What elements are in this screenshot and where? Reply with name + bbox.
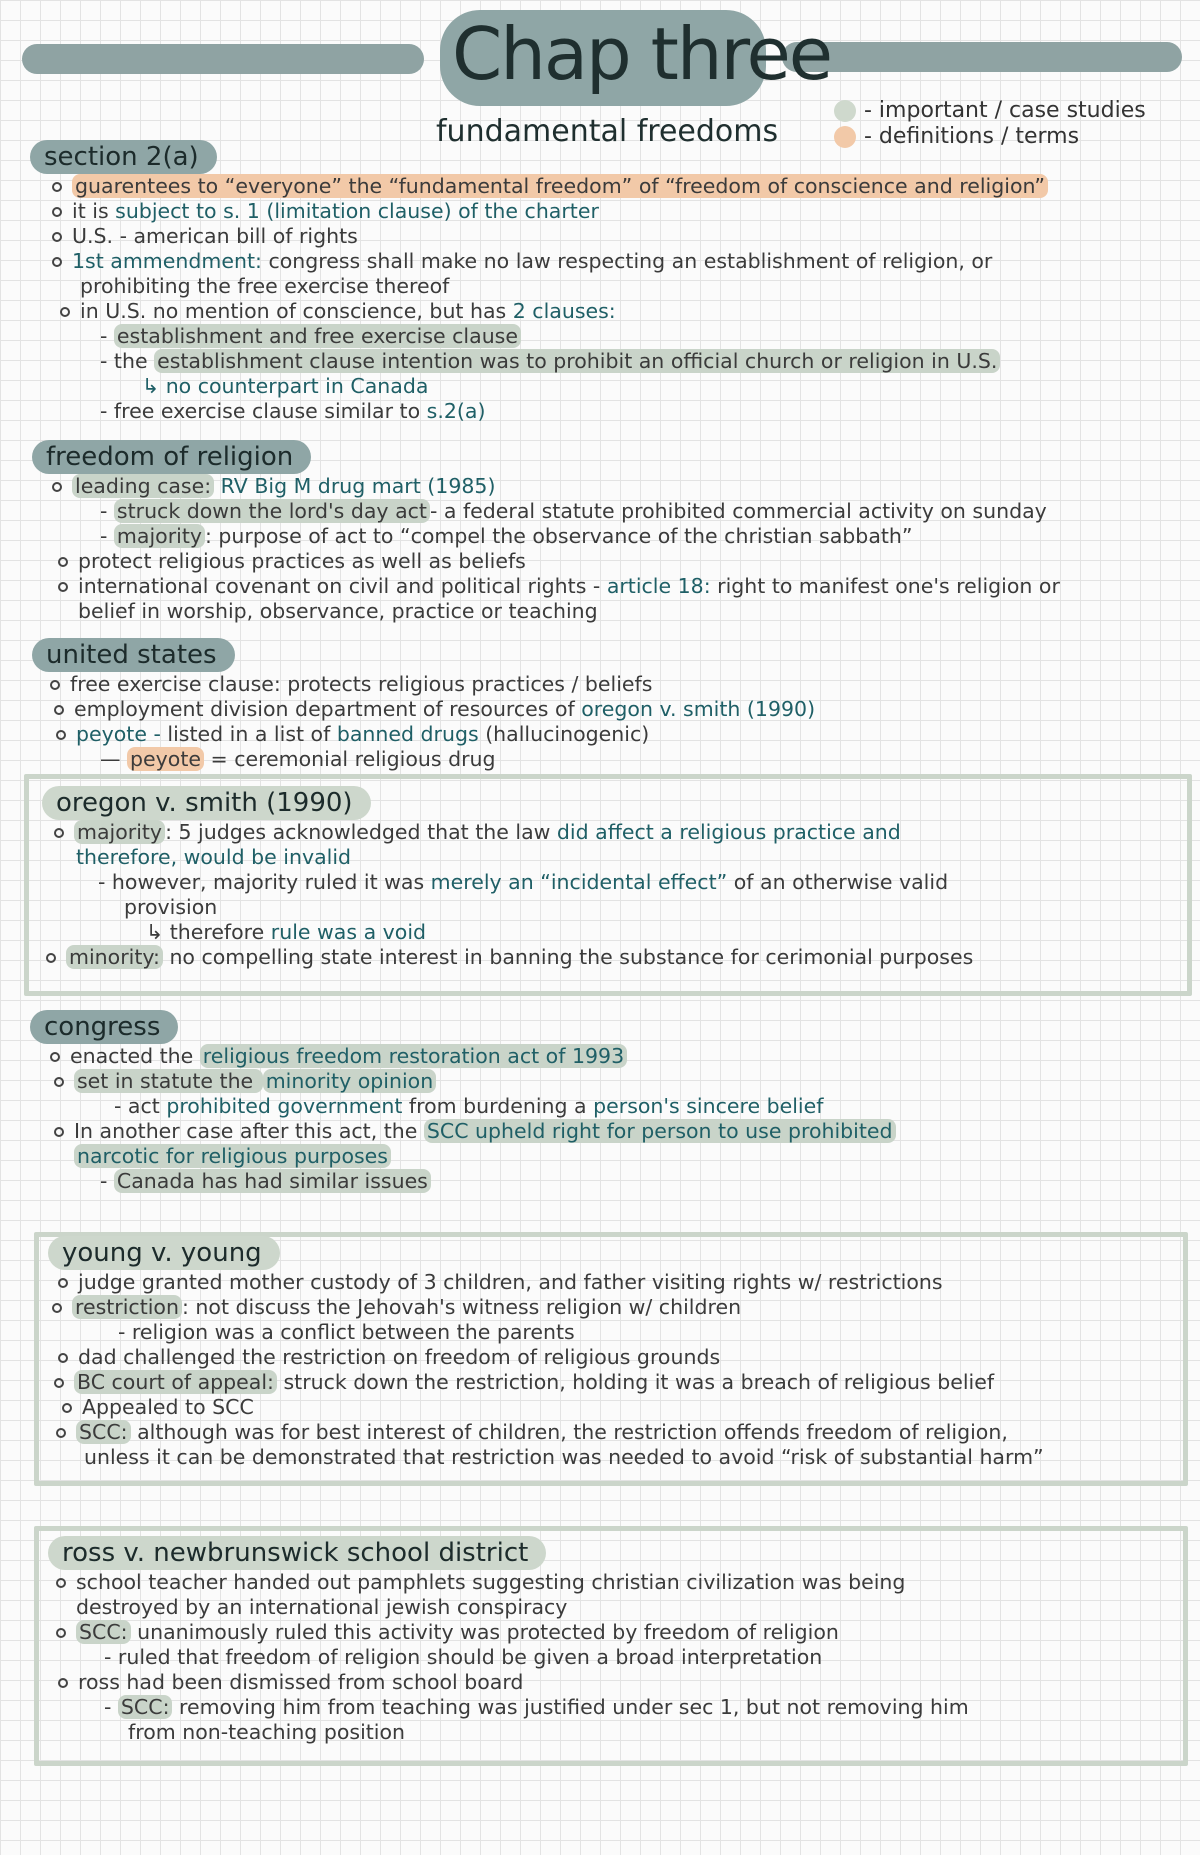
note-line: therefore, would be invalid [76, 845, 352, 869]
note-line: - SCC: removing him from teaching was justified under sec 1, but not removing him [104, 1695, 969, 1719]
page-title: Chap three [452, 12, 832, 96]
note-line: free exercise clause: protects religious practices / beliefs [70, 672, 653, 696]
note-line: ↳ therefore rule was a void [146, 920, 427, 944]
title-bar-left [22, 44, 424, 74]
note-line: judge granted mother custody of 3 children, and father visiting rights w/ restrictions [78, 1270, 943, 1294]
note-line: - the establishment clause intention was to prohibit an official church or religion in U.S. [100, 349, 1000, 373]
section-heading: freedom of religion [32, 440, 311, 474]
note-line: - ruled that freedom of religion should be given a broad interpretation [104, 1645, 823, 1669]
note-line: SCC: unanimously ruled this activity was protected by freedom of religion [76, 1620, 839, 1644]
note-line: international covenant on civil and political rights - article 18: right to manifest one's religion or [78, 574, 1060, 598]
note-line: ↳ no counterpart in Canada [142, 374, 429, 398]
note-line: narcotic for religious purposes [74, 1144, 391, 1168]
note-line: - Canada has had similar issues [100, 1169, 431, 1193]
note-line: employment division department of resources of oregon v. smith (1990) [74, 697, 816, 721]
note-line: U.S. - american bill of rights [72, 224, 358, 248]
note-line: — peyote = ceremonial religious drug [100, 747, 496, 771]
note-line: - majority : purpose of act to “compel the observance of the christian sabbath” [100, 524, 913, 548]
legend-swatch-orange [834, 126, 856, 148]
legend-important [834, 98, 1146, 123]
section-heading: oregon v. smith (1990) [42, 786, 371, 820]
note-line: from non-teaching position [128, 1720, 406, 1744]
note-line: SCC: although was for best interest of children, the restriction offends freedom of religion, [76, 1420, 1008, 1444]
note-line: - act prohibited government from burdening a person's sincere belief [114, 1094, 824, 1118]
note-line: In another case after this act, the SCC upheld right for person to use prohibited [74, 1119, 896, 1143]
note-line: minority: no compelling state interest in banning the substance for cerimonial purposes [66, 945, 973, 969]
legend-swatch-green [834, 100, 856, 122]
legend-label: - important / case studies [864, 98, 1146, 123]
note-line: Appealed to SCC [82, 1395, 254, 1419]
section-heading: congress [30, 1010, 178, 1044]
note-line: restriction : not discuss the Jehovah's witness religion w/ children [72, 1295, 741, 1319]
note-line: unless it can be demonstrated that restriction was needed to avoid “risk of substantial harm” [84, 1445, 1044, 1469]
section-heading: section 2(a) [30, 140, 217, 174]
note-line: leading case: RV Big M drug mart (1985) [72, 474, 495, 498]
note-line: - however, majority ruled it was merely an “incidental effect” of an otherwise valid [98, 870, 949, 894]
note-line: school teacher handed out pamphlets suggesting christian civilization was being [76, 1570, 906, 1594]
note-line: it is subject to s. 1 (limitation clause) of the charter [72, 199, 599, 223]
note-line: 1st ammendment: congress shall make no law respecting an establishment of religion, or [72, 249, 993, 273]
note-line: prohibiting the free exercise thereof [80, 274, 450, 298]
note-line: protect religious practices as well as beliefs [78, 549, 526, 573]
section-heading: young v. young [48, 1236, 280, 1270]
note-line: enacted the religious freedom restoration act of 1993 [70, 1044, 627, 1068]
note-line: guarentees to “everyone” the “fundamental freedom” of “freedom of conscience and religion” [72, 174, 1048, 198]
section-heading: united states [32, 638, 235, 672]
legend-label: - definitions / terms [864, 124, 1080, 149]
title-bar-right [782, 42, 1182, 72]
note-line: majority : 5 judges acknowledged that the law did affect a religious practice and [74, 820, 901, 844]
note-line: belief in worship, observance, practice or teaching [78, 599, 598, 623]
section-heading: ross v. newbrunswick school district [48, 1536, 546, 1570]
page-subtitle: fundamental freedoms [436, 114, 779, 149]
note-line: in U.S. no mention of conscience, but has 2 clauses: [80, 299, 616, 323]
note-line: ross had been dismissed from school board [78, 1670, 524, 1694]
note-line: dad challenged the restriction on freedom of religious grounds [78, 1345, 721, 1369]
note-line: peyote - listed in a list of banned drugs (hallucinogenic) [76, 722, 650, 746]
note-line: - free exercise clause similar to s.2(a) [100, 399, 486, 423]
note-line: - struck down the lord's day act - a federal statute prohibited commercial activity on sunday [100, 499, 1047, 523]
note-line: BC court of appeal: struck down the restriction, holding it was a breach of religious belief [74, 1370, 994, 1394]
note-line: destroyed by an international jewish conspiracy [76, 1595, 568, 1619]
note-line: - establishment and free exercise clause [100, 324, 521, 348]
note-line: - religion was a conflict between the parents [118, 1320, 575, 1344]
note-line: set in statute the minority opinion [74, 1069, 436, 1093]
legend-definitions [834, 124, 1079, 149]
note-line: provision [124, 895, 218, 919]
